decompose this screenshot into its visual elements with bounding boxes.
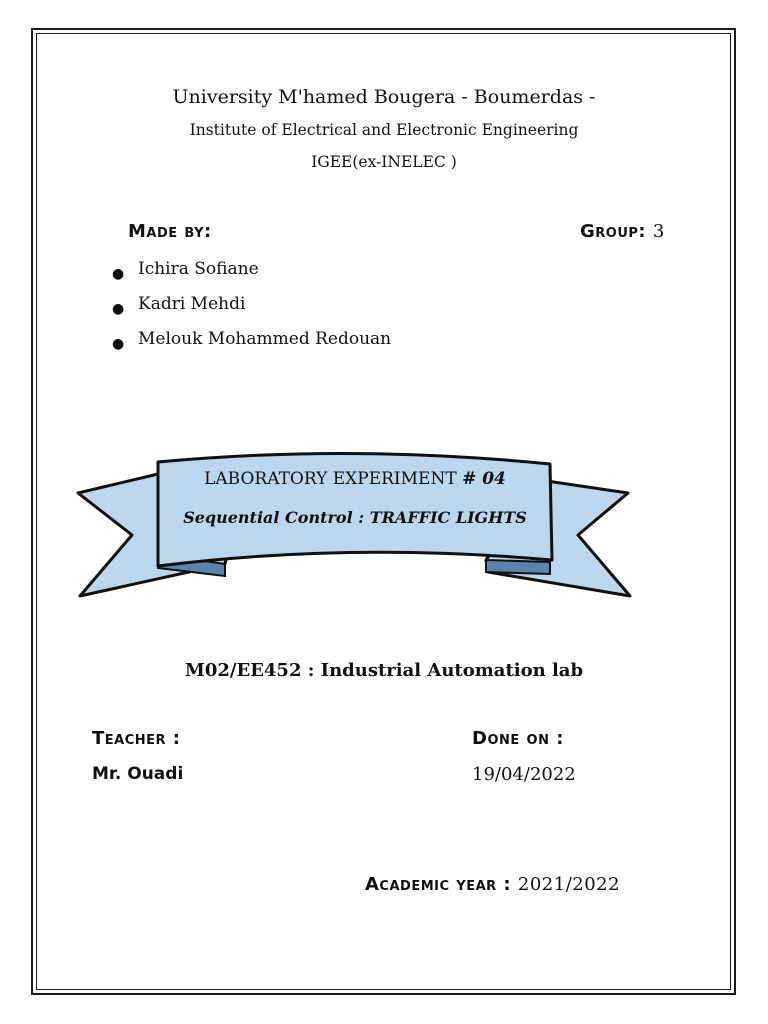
done-on-label: Done on : xyxy=(472,728,564,749)
member-name: Melouk Mohammed Redouan xyxy=(138,329,392,349)
members-list xyxy=(112,257,391,362)
teacher-name: Mr. Ouadi xyxy=(92,764,184,784)
bullet-icon: ● xyxy=(112,266,125,282)
experiment-title xyxy=(160,469,550,489)
list-item xyxy=(112,292,391,327)
institute-name: Institute of Electrical and Electronic Engineering xyxy=(189,121,579,139)
list-item xyxy=(112,327,391,362)
academic-year-value: 2021/2022 xyxy=(517,874,621,895)
made-by-label: Made by: xyxy=(128,221,212,242)
done-on-date: 19/04/2022 xyxy=(472,764,576,785)
academic-year-label: Academic year : xyxy=(365,874,512,895)
group-info xyxy=(580,221,665,242)
university-name: University M'hamed Bougera - Boumerdas - xyxy=(172,86,596,108)
academic-year xyxy=(365,874,620,895)
member-name: Kadri Mehdi xyxy=(138,294,246,314)
group-number: 3 xyxy=(652,221,665,242)
teacher-label: Teacher : xyxy=(92,728,181,749)
member-name: Ichira Sofiane xyxy=(138,259,259,279)
experiment-number: # 04 xyxy=(462,469,506,489)
bullet-icon: ● xyxy=(112,336,125,352)
ribbon-right-fold xyxy=(486,560,550,574)
course-title: M02/EE452 : Industrial Automation lab xyxy=(184,660,584,681)
list-item xyxy=(112,257,391,292)
experiment-subtitle: Sequential Control : TRAFFIC LIGHTS xyxy=(183,508,527,527)
bullet-icon: ● xyxy=(112,301,125,317)
experiment-title-text: LABORATORY EXPERIMENT xyxy=(204,469,457,489)
group-label: Group: xyxy=(580,221,647,242)
school-name: IGEE(ex-INELEC ) xyxy=(311,153,457,171)
